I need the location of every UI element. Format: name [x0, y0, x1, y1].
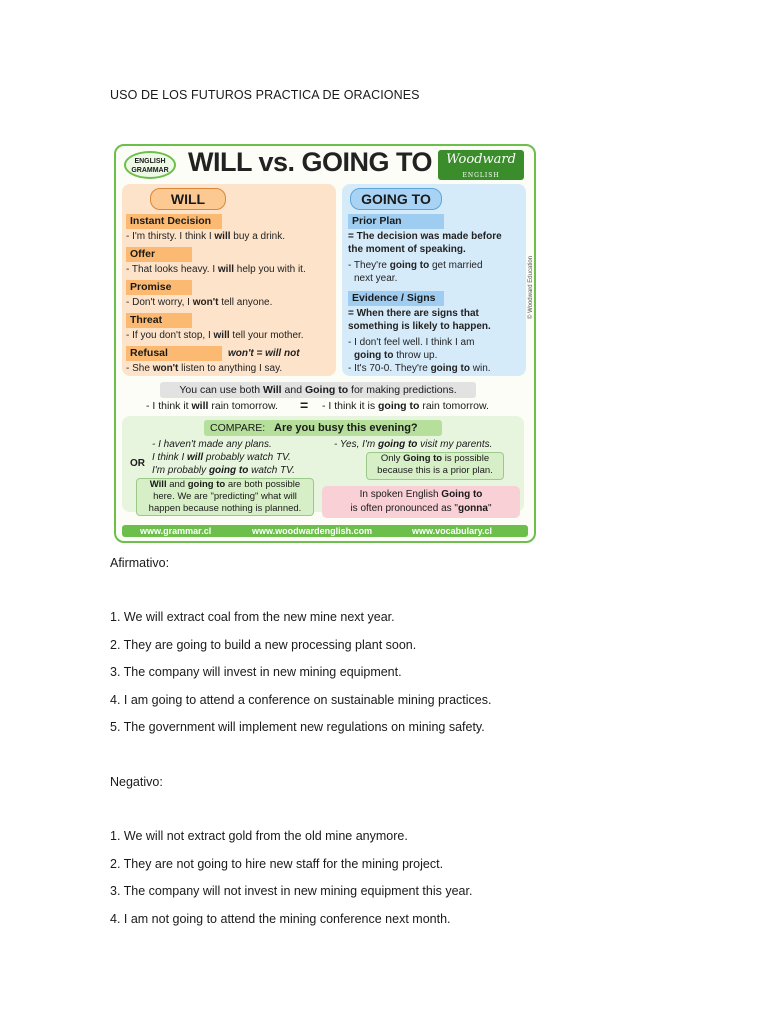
wont-note: won't = will not	[228, 348, 300, 359]
promise-tag: Promise	[126, 280, 192, 295]
negative-sentence-1: 1. We will not extract gold from the old mine anymore.	[110, 829, 408, 843]
affirmative-sentence-5: 5. The government will implement new regulations on mining safety.	[110, 720, 485, 734]
woodward-logo	[438, 150, 524, 180]
logo-text: Woodward	[446, 152, 516, 167]
compare-right-line-1: - Yes, I'm going to visit my parents.	[334, 439, 493, 450]
document-title: USO DE LOS FUTUROS PRACTICA DE ORACIONES	[110, 88, 420, 102]
evidence-definition-2: something is likely to happen.	[348, 321, 491, 332]
affirmative-label: Afirmativo:	[110, 556, 170, 570]
compare-left-line-1: - I haven't made any plans.	[152, 439, 272, 450]
going-to-panel	[342, 184, 526, 376]
prior-plan-example-2: next year.	[354, 273, 398, 284]
badge-line-2: GRAMMAR	[131, 167, 169, 174]
instant-decision-tag: Instant Decision	[126, 214, 222, 229]
badge-line-1: ENGLISH	[134, 158, 166, 165]
compare-question-bar: COMPARE: Are you busy this evening?	[204, 420, 442, 436]
prior-plan-example-1: - They're going to get married	[348, 260, 483, 271]
compare-left-line-3: I'm probably going to watch TV.	[152, 465, 295, 476]
affirmative-sentence-1: 1. We will extract coal from the new mine next year.	[110, 610, 395, 624]
english-grammar-badge	[124, 151, 176, 179]
will-vs-going-to-infographic	[114, 144, 536, 543]
footer-links	[122, 525, 528, 537]
evidence-example-1: - I don't feel well. I think I am	[348, 337, 475, 348]
logo-subtext: ENGLISH	[462, 172, 500, 179]
evidence-example-2: going to throw up.	[354, 350, 438, 361]
gonna-note: In spoken English Going to is often pronounced as "gonna"	[322, 486, 520, 518]
offer-example: - That looks heavy. I will help you with it.	[126, 264, 306, 275]
infographic-title: WILL vs. GOING TO	[188, 147, 433, 177]
negative-sentence-2: 2. They are not going to hire new staff for the mining project.	[110, 857, 444, 871]
promise-example: - Don't worry, I won't tell anyone.	[126, 297, 273, 308]
prediction-will-example: - I think it will rain tomorrow.	[146, 400, 278, 412]
offer-tag: Offer	[126, 247, 192, 262]
negative-sentence-3: 3. The company will not invest in new mining equipment this year.	[110, 884, 473, 898]
going-to-heading: GOING TO	[350, 188, 442, 210]
evidence-signs-tag: Evidence / Signs	[348, 291, 444, 306]
prior-plan-note: Only Going to is possible because this is a prior plan.	[366, 452, 504, 480]
instant-decision-example: - I'm thirsty. I think I will buy a drink.	[126, 231, 286, 242]
negative-label: Negativo:	[110, 775, 163, 789]
refusal-tag: Refusal	[126, 346, 222, 361]
prior-plan-definition-1: = The decision was made before	[348, 231, 502, 242]
affirmative-sentence-4: 4. I am going to attend a conference on sustainable mining practices.	[110, 693, 492, 707]
threat-tag: Threat	[126, 313, 192, 328]
affirmative-sentence-2: 2. They are going to build a new processing plant soon.	[110, 638, 417, 652]
will-panel	[122, 184, 336, 376]
threat-example: - If you don't stop, I will tell your mother.	[126, 330, 304, 341]
vertical-credit: © Woodward Education	[528, 256, 534, 320]
prior-plan-definition-2: the moment of speaking.	[348, 244, 466, 255]
footer-link-grammar[interactable]: www.grammar.cl	[140, 526, 212, 536]
prior-plan-tag: Prior Plan	[348, 214, 444, 229]
compare-left-line-2: I think I will probably watch TV.	[152, 452, 291, 463]
or-label: OR	[130, 458, 145, 469]
footer-link-woodward[interactable]: www.woodwardenglish.com	[252, 526, 373, 536]
negative-sentence-4: 4. I am not going to attend the mining conference next month.	[110, 912, 451, 926]
prediction-going-example: - I think it is going to rain tomorrow.	[322, 400, 489, 412]
evidence-example-3: - It's 70-0. They're going to win.	[348, 363, 491, 374]
refusal-example: - She won't listen to anything I say.	[126, 363, 283, 374]
equals-sign: =	[300, 397, 309, 413]
affirmative-sentence-3: 3. The company will invest in new mining equipment.	[110, 665, 402, 679]
will-heading: WILL	[150, 188, 226, 210]
predictions-banner: You can use both Will and Going to for making predictions.	[160, 382, 476, 398]
footer-link-vocabulary[interactable]: www.vocabulary.cl	[412, 526, 493, 536]
evidence-definition-1: = When there are signs that	[348, 308, 479, 319]
both-possible-note: Will and going to are both possible here. We are "predicting" what will happen because nothing is planned.	[136, 478, 314, 516]
